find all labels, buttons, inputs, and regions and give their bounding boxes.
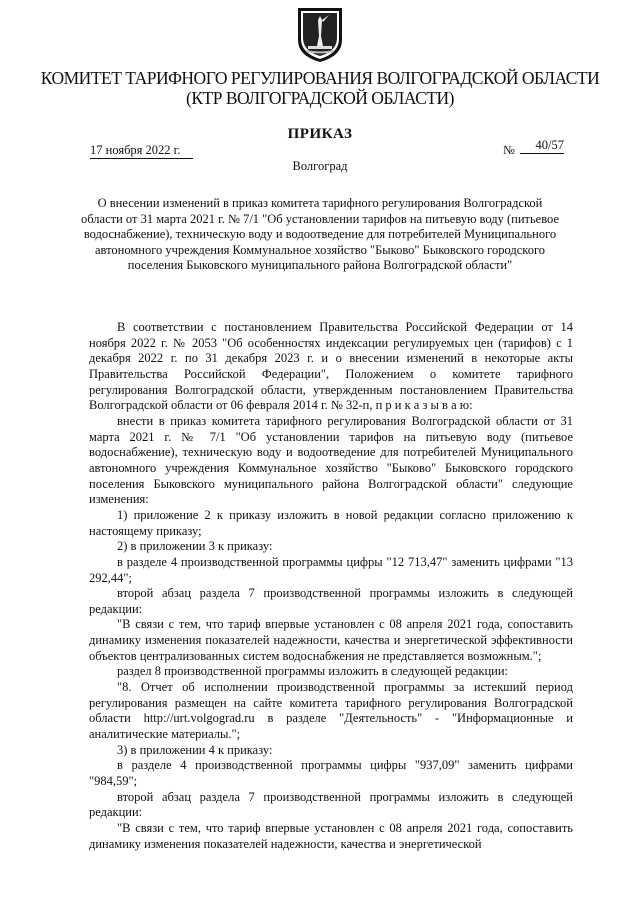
order-body [89,320,573,852]
committee-name-line2: (КТР ВОЛГОГРАДСКОЙ ОБЛАСТИ) [186,88,454,108]
coat-of-arms-icon [296,6,344,64]
paragraph: "8. Отчет об исполнении производственной программы за истекший период регулирования размещен на сайте комитета тарифного регулирования Волгоградской области http://urt.volgograd.ru в разделе "Деятельность" - "Информационные и аналитические материалы."; [89,680,573,742]
order-title: ПРИКАЗ [287,126,353,142]
paragraph: "В связи с тем, что тариф впервые установлен с 08 апреля 2021 года, сопоставить динамику изменения показателей надежности, качества и энергетической эффективности объектов централизованных систем водоснабжения не представляется возможным."; [89,617,573,663]
paragraph: второй абзац раздела 7 производственной программы изложить в следующей редакции: [89,586,573,616]
order-date: 17 ноября 2022 г. [90,143,193,159]
paragraph: второй абзац раздела 7 производственной программы изложить в следующей редакции: [89,789,573,820]
paragraph: 1) приложение 2 к приказу изложить в новой редакции согласно приложению к настоящему приказу; [89,507,573,538]
order-city: Волгоград [292,159,348,173]
paragraph: раздел 8 производственной программы изложить в следующей редакции: [117,664,509,679]
committee-name [0,68,640,108]
paragraph: "В связи с тем, что тариф впервые установлен с 08 апреля 2021 года, сопоставить динамику изменения показателей надежности, качества и энергетической [89,821,573,851]
order-subject: О внесении изменений в приказ комитета тарифного регулирования Волгоградской области от 31 марта 2021 г. № 7/1 "Об установлении тарифов на питьевую воду (питьевое водоснабжение), техническую воду и водоотведение для потребителей Муниципального автономного учреждения Коммунальное хозяйство "Быково" Быковского городского поселения Быковского муниципального района Волгоградской области" [80,196,559,273]
order-number: 40/57 [520,138,564,154]
paragraph: В соответствии с постановлением Правительства Российской Федерации от 14 ноября 2022 г. № 2053 "Об особенностях индексации регулируемых цен (тарифов) с 1 декабря 2022 г. по 31 декабря 2023 г. и о внесении изменений в некоторые акты Правительства Российской Федерации", Положением о комитете тарифного регулирования Волгоградской области, утвержденным постановлением Правительства Волгоградской области от 06 февраля 2014 г. № 32-п, п р и к а з ы в а ю: [89,320,573,413]
order-number-label: № [503,143,515,157]
paragraph: в разделе 4 производственной программы цифры "12 713,47" заменить цифрами "13 292,44"; [89,554,573,585]
paragraph: 2) в приложении 3 к приказу: [117,539,273,554]
paragraph: внести в приказ комитета тарифного регулирования Волгоградской области от 31 марта 2021 г. № 7/1 "Об установлении тарифов на питьевую воду (питьевое водоснабжение), техническую воду и водоотведение для потребителей Муниципального автономного учреждения Коммунальное хозяйство "Быково" Быковского городского поселения Быковского муниципального района Волгоградской области" следующие изменения: [89,413,573,507]
committee-name-line1: КОМИТЕТ ТАРИФНОГО РЕГУЛИРОВАНИЯ ВОЛГОГРАДСКОЙ ОБЛАСТИ [40,68,600,88]
paragraph: 3) в приложении 4 к приказу: [117,742,273,757]
paragraph: в разделе 4 производственной программы цифры "937,09" заменить цифрами "984,59"; [89,758,573,789]
